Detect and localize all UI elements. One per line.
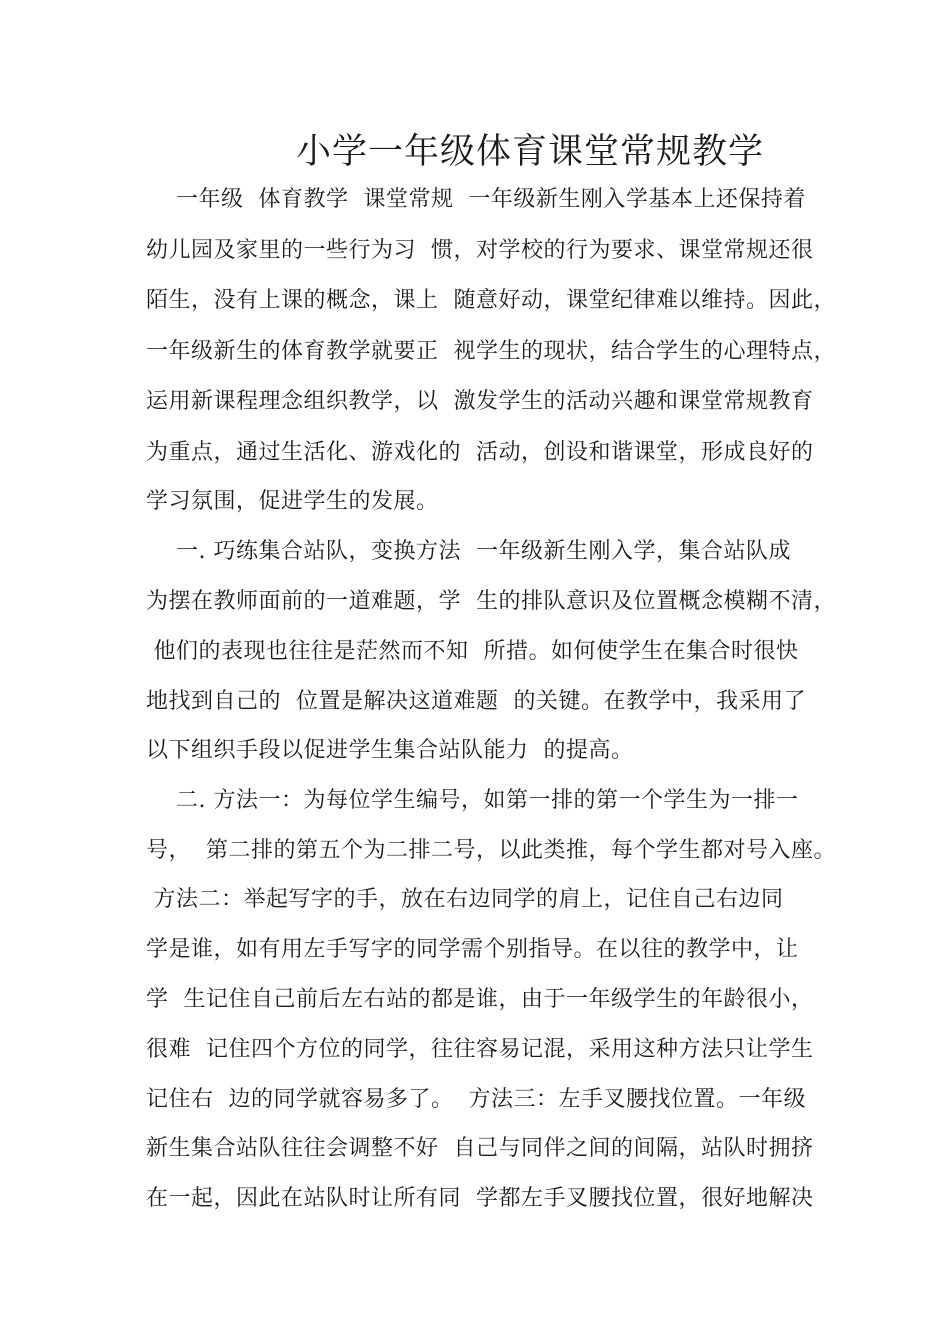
body-line: 新生集合站队往往会调整不好 自己与同伴之间的间隔，站队时拥挤 <box>146 1136 814 1161</box>
body-line: 为重点，通过生活化、游戏化的 活动，创设和谐课堂，形成良好的 <box>146 440 814 465</box>
body-line: 一. 巧练集合站队，变换方法 一年级新生刚入学，集合站队成 <box>146 539 791 564</box>
body-line: 记住右 边的同学就容易多了。 方法三：左手叉腰找位置。一年级 <box>146 1087 806 1112</box>
body-line: 一年级新生的体育教学就要正 视学生的现状，结合学生的心理特点， <box>146 339 836 364</box>
body-line: 在一起，因此在站队时让所有同 学都左手叉腰找位置，很好地解决 <box>146 1186 814 1211</box>
body-line: 很难 记住四个方位的同学，往往容易记混，采用这种方法只让学生 <box>146 1037 814 1062</box>
body-line: 为摆在教师面前的一道难题，学 生的排队意识及位置概念模糊不清， <box>146 589 836 614</box>
body-line: 学习氛围，促进学生的发展。 <box>146 489 439 514</box>
body-line: 学 生记住自己前后左右站的都是谁，由于一年级学生的年龄很小， <box>146 987 814 1012</box>
body-line: 幼儿园及家里的一些行为习 惯，对学校的行为要求、课堂常规还很 <box>146 238 814 263</box>
body-line: 一年级 体育教学 课堂常规 一年级新生刚入学基本上还保持着 <box>146 187 806 212</box>
body-line: 运用新课程理念组织教学，以 激发学生的活动兴趣和课堂常规教育 <box>146 389 814 414</box>
page-title: 小学一年级体育课堂常规教学 <box>295 132 764 172</box>
body-line: 方法二：举起写字的手，放在右边同学的肩上，记住自己右边同 <box>146 887 784 912</box>
body-line: 学是谁，如有用左手写字的同学需个别指导。在以往的教学中，让 <box>146 937 799 962</box>
body-line: 以下组织手段以促进学生集合站队能力 的提高。 <box>146 738 634 763</box>
body-line: 陌生，没有上课的概念，课上 随意好动，课堂纪律难以维持。因此， <box>146 288 836 313</box>
body-line: 地找到自己的 位置是解决这道难题 的关键。在教学中，我采用了 <box>146 689 806 714</box>
body-line: 他们的表现也往往是茫然而不知 所措。如何使学生在集合时很快 <box>146 639 799 664</box>
body-line: 号， 第二排的第五个为二排二号，以此类推，每个学生都对号入座。 <box>146 838 836 863</box>
body-line: 二. 方法一：为每位学生编号，如第一排的第一个学生为一排一 <box>146 788 799 813</box>
